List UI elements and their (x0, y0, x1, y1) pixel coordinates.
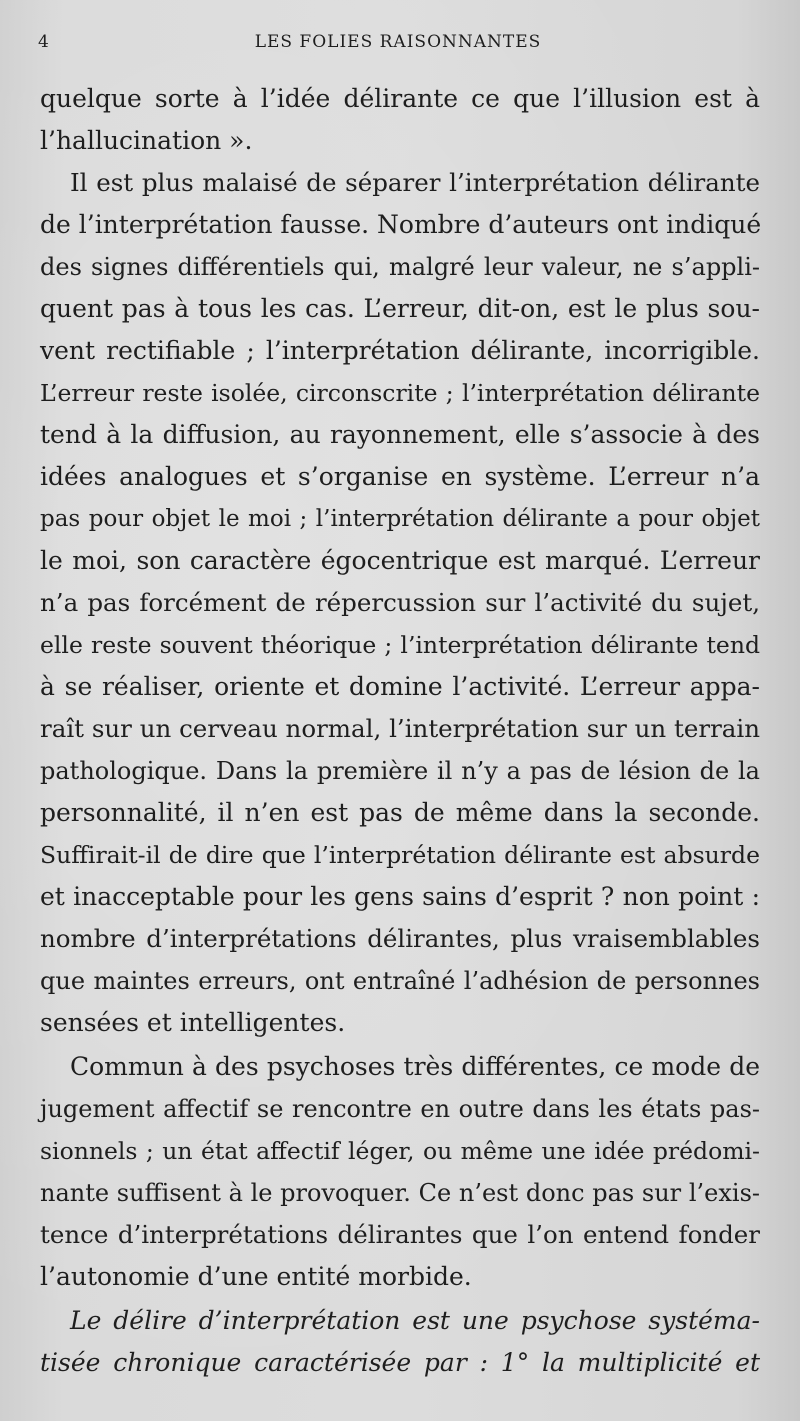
text-line: et inacceptable pour les gens sains d’esprit ? non point : (40, 882, 760, 911)
text-line: vent rectifiable ; l’interprétation délirante, incorrigible. (40, 336, 760, 365)
running-head: LES FOLIES RAISONNANTES (254, 32, 542, 52)
text-line: le moi, son caractère égocentrique est marqué. L’erreur (40, 546, 760, 575)
text-line: jugement affectif se rencontre en outre dans les états pas- (40, 1095, 760, 1123)
text-line: elle reste souvent théorique ; l’interprétation délirante tend (40, 631, 760, 659)
text-line: nante suffisent à le provoquer. Ce n’est donc pas sur l’exis- (40, 1179, 760, 1207)
text-line: pas pour objet le moi ; l’interprétation délirante a pour objet (40, 506, 760, 532)
text-line: idées analogues et s’organise en système. L’erreur n’a (40, 462, 760, 491)
text-line: quent pas à tous les cas. L’erreur, dit-on, est le plus sou- (40, 294, 760, 323)
text-line: sensées et intelligentes. (40, 1008, 346, 1037)
text-line: l’autonomie d’une entité morbide. (40, 1262, 472, 1291)
text-line: pathologique. Dans la première il n’y a pas de lésion de la (40, 757, 760, 785)
text-line: Le délire d’interprétation est une psychose systéma- (70, 1306, 760, 1335)
text-line: nombre d’interprétations délirantes, plus vraisemblables (40, 924, 760, 953)
text-line: à se réaliser, oriente et domine l’activité. L’erreur appa- (40, 672, 760, 701)
text-line: de l’interprétation fausse. Nombre d’auteurs ont indiqué (40, 210, 762, 239)
text-line: Suffirait-il de dire que l’interprétation délirante est absurde (40, 841, 760, 869)
text-line: sionnels ; un état affectif léger, ou même une idée prédomi- (40, 1137, 760, 1165)
text-line: tend à la diffusion, au rayonnement, elle s’associe à des (40, 420, 760, 449)
text-line: tence d’interprétations délirantes que l’on entend fonder (40, 1220, 760, 1249)
text-line: Commun à des psychoses très différentes, ce mode de (70, 1052, 760, 1081)
page-number: 4 (38, 32, 50, 52)
text-line: raît sur un cerveau normal, l’interprétation sur un terrain (40, 714, 760, 743)
text-line: tisée chronique caractérisée par : 1° la multiplicité et (40, 1348, 760, 1377)
text-line: que maintes erreurs, ont entraîné l’adhésion de personnes (40, 967, 760, 995)
text-line: L’erreur reste isolée, circonscrite ; l’interprétation délirante (40, 379, 760, 407)
text-line: quelque sorte à l’idée délirante ce que l’illusion est à (40, 84, 760, 113)
page-header (38, 32, 758, 62)
text-line: des signes différentiels qui, malgré leur valeur, ne s’appli- (40, 253, 760, 281)
text-line: Il est plus malaisé de séparer l’interprétation délirante (70, 168, 760, 197)
text-line: n’a pas forcément de répercussion sur l’activité du sujet, (40, 588, 760, 617)
text-line: l’hallucination ». (40, 126, 253, 155)
text-line: personnalité, il n’en est pas de même dans la seconde. (40, 798, 760, 827)
